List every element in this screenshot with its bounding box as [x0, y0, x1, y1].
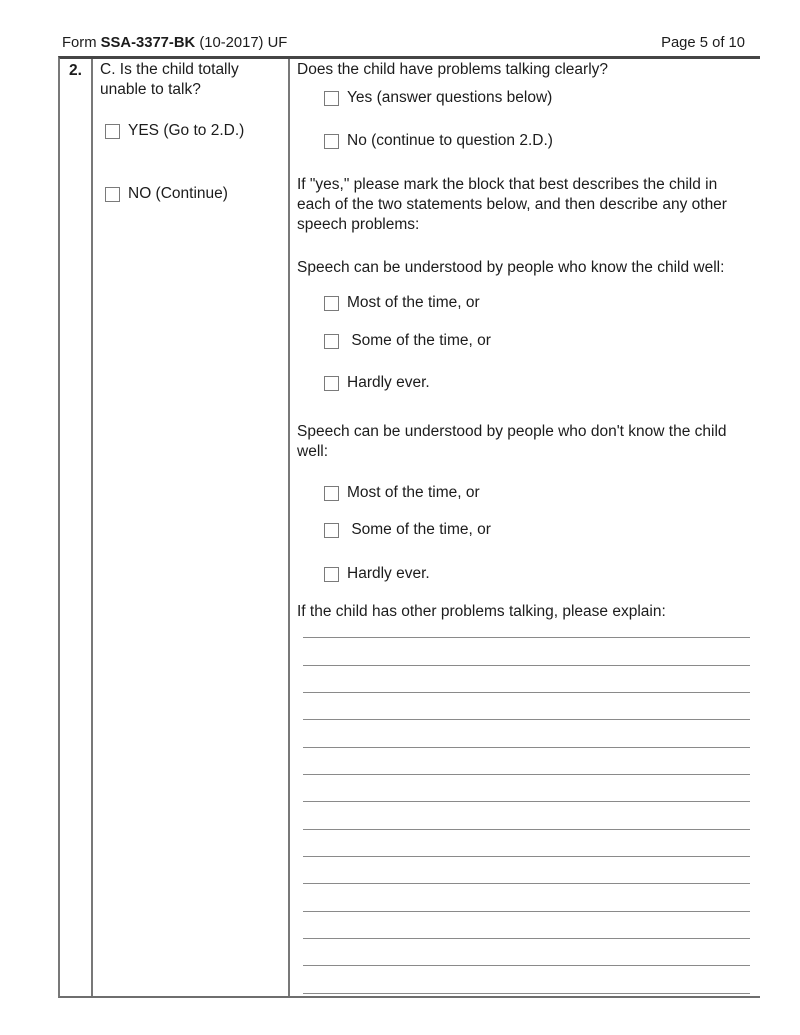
no-checkbox[interactable] [105, 187, 120, 202]
write-in-line[interactable] [303, 720, 750, 747]
option-know-hardly[interactable] [324, 373, 430, 393]
stmt-dont-know-child: Speech can be understood by people who don't know the child well: [297, 423, 727, 460]
no-label: NO (Continue) [128, 185, 228, 202]
dont-most-checkbox[interactable] [324, 486, 339, 501]
option-clearly-no[interactable] [324, 131, 553, 151]
clearly-yes-label: Yes (answer questions below) [347, 89, 553, 106]
question-number-cell [60, 59, 93, 996]
question-number: 2. [69, 62, 82, 79]
know-some-checkbox[interactable] [324, 334, 339, 349]
form-number: SSA-3377-BK [100, 35, 196, 51]
know-hardly-checkbox[interactable] [324, 376, 339, 391]
yes-checkbox[interactable] [105, 124, 120, 139]
question-2c-table [58, 56, 760, 998]
yes-label: YES (Go to 2.D.) [128, 122, 245, 139]
write-in-line[interactable] [303, 857, 750, 884]
option-dont-hardly[interactable] [324, 564, 430, 584]
question-2c-text: C. Is the child totally unable to talk? [100, 61, 239, 98]
write-in-line[interactable] [303, 666, 750, 693]
talking-clearly-cell [290, 59, 760, 996]
clearly-no-label: No (continue to question 2.D.) [347, 132, 553, 149]
form-id-label [62, 33, 287, 53]
option-dont-some[interactable] [324, 520, 491, 540]
clearly-no-checkbox[interactable] [324, 134, 339, 149]
question-2c-cell [93, 59, 290, 996]
page-header [62, 33, 745, 53]
dont-most-label: Most of the time, or [347, 484, 480, 501]
dont-some-checkbox[interactable] [324, 523, 339, 538]
option-no-continue[interactable] [105, 184, 228, 204]
write-in-line[interactable] [303, 693, 750, 720]
know-most-checkbox[interactable] [324, 296, 339, 311]
write-in-line[interactable] [303, 748, 750, 775]
write-in-line[interactable] [303, 802, 750, 829]
dont-hardly-label: Hardly ever. [347, 565, 430, 582]
option-know-some[interactable] [324, 331, 491, 351]
write-in-line[interactable] [303, 611, 750, 638]
explanation-write-in-area[interactable] [303, 611, 750, 994]
page-number-label: Page 5 of 10 [661, 35, 745, 51]
option-know-most[interactable] [324, 293, 480, 313]
write-in-line[interactable] [303, 966, 750, 993]
stmt-know-child: Speech can be understood by people who know the child well: [297, 259, 725, 276]
dont-some-label: Some of the time, or [347, 521, 491, 538]
q-talking-clearly: Does the child have problems talking clearly? [297, 61, 609, 78]
form-id-prefix: Form [62, 35, 101, 51]
know-hardly-label: Hardly ever. [347, 374, 430, 391]
write-in-line[interactable] [303, 939, 750, 966]
write-in-line[interactable] [303, 638, 750, 665]
option-clearly-yes[interactable] [324, 88, 552, 108]
write-in-line[interactable] [303, 912, 750, 939]
dont-hardly-checkbox[interactable] [324, 567, 339, 582]
clearly-yes-checkbox[interactable] [324, 91, 339, 106]
explain-prompt: If the child has other problems talking, please explain: [297, 603, 666, 620]
write-in-line[interactable] [303, 884, 750, 911]
write-in-line[interactable] [303, 775, 750, 802]
know-some-label: Some of the time, or [347, 332, 491, 349]
know-most-label: Most of the time, or [347, 294, 480, 311]
if-yes-instruction: If "yes," please mark the block that best describes the child in each of the two statements below, and then describe any other speech problems: [297, 176, 727, 233]
option-dont-most[interactable] [324, 483, 480, 503]
write-in-line[interactable] [303, 830, 750, 857]
option-yes-go-2d[interactable] [105, 121, 244, 141]
form-id-suffix: (10-2017) UF [195, 35, 288, 51]
